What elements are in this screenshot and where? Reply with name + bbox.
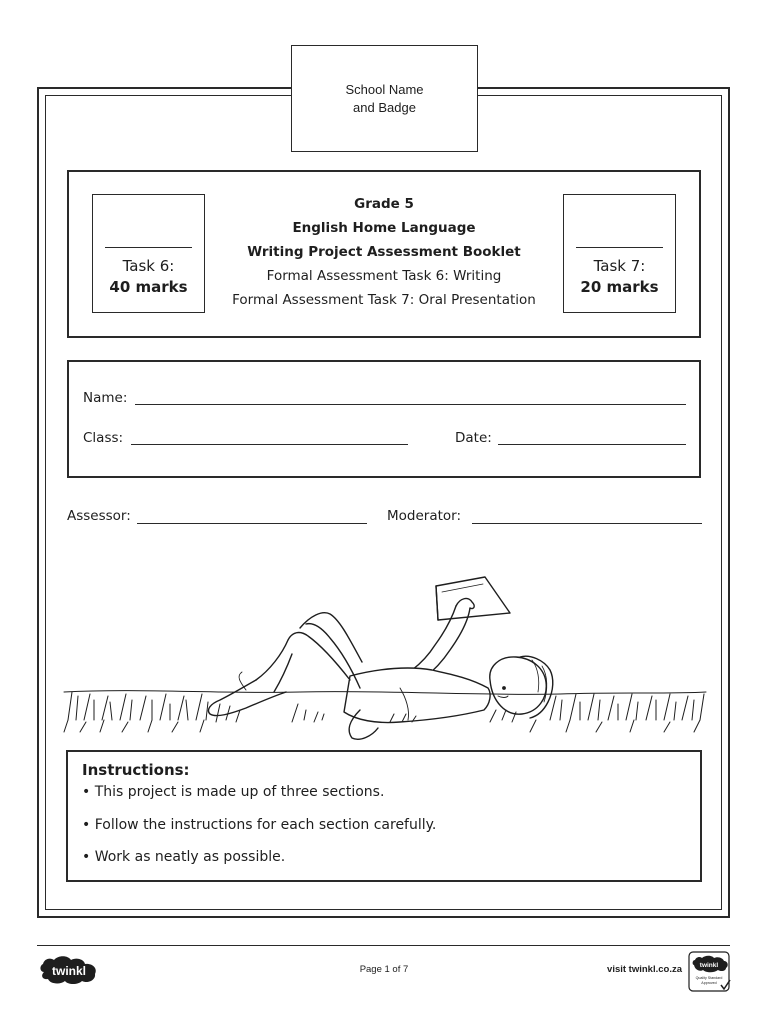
task6-box [92,194,205,313]
class-field[interactable] [131,444,408,445]
name-label: Name: [83,390,128,406]
footer-divider [37,945,730,946]
badge-line-text: Approved [701,981,717,985]
moderator-field[interactable] [472,523,702,524]
title-block [210,192,558,312]
instruction-item: • This project is made up of three sections. [82,784,385,800]
task6-marks: 40 marks [109,278,188,296]
name-field[interactable] [135,404,686,405]
date-field[interactable] [498,444,686,445]
task7-title: Formal Assessment Task 7: Oral Presentation [232,292,536,308]
task6-title: Formal Assessment Task 6: Writing [266,268,502,284]
task6-marks-line [105,247,192,248]
website-link[interactable]: visit twinkl.co.za [607,964,682,975]
assessor-label: Assessor: [67,508,131,524]
task7-marks: 20 marks [580,278,659,296]
badge-brand-text: twinkl [699,962,719,969]
assessor-field[interactable] [137,523,367,524]
student-info-box [67,360,701,478]
moderator-label: Moderator: [387,508,462,524]
badge-line-1: School Name [345,81,424,97]
task7-marks-line [576,247,663,248]
class-label: Class: [83,430,124,446]
task7-box [563,194,676,313]
badge-line-2: and Badge [353,99,416,115]
booklet-heading: Writing Project Assessment Booklet [247,244,521,260]
instructions-title: Instructions: [82,761,190,779]
badge-line-text: Quality Standard [695,976,723,980]
task7-label: Task 7: [593,257,646,275]
instruction-item: • Work as neatly as possible. [82,849,286,865]
child-reading-illustration [60,570,708,755]
page-number: Page 1 of 7 [359,964,409,975]
school-badge-box [291,45,478,152]
grade-heading: Grade 5 [354,196,414,212]
subject-heading: English Home Language [292,220,476,236]
instruction-item: • Follow the instructions for each section carefully. [82,817,437,833]
twinkl-logo-text: twinkl [51,964,87,978]
task6-label: Task 6: [122,257,175,275]
twinkl-logo[interactable] [38,954,100,986]
quality-standard-badge-icon [688,951,732,993]
date-label: Date: [455,430,492,446]
